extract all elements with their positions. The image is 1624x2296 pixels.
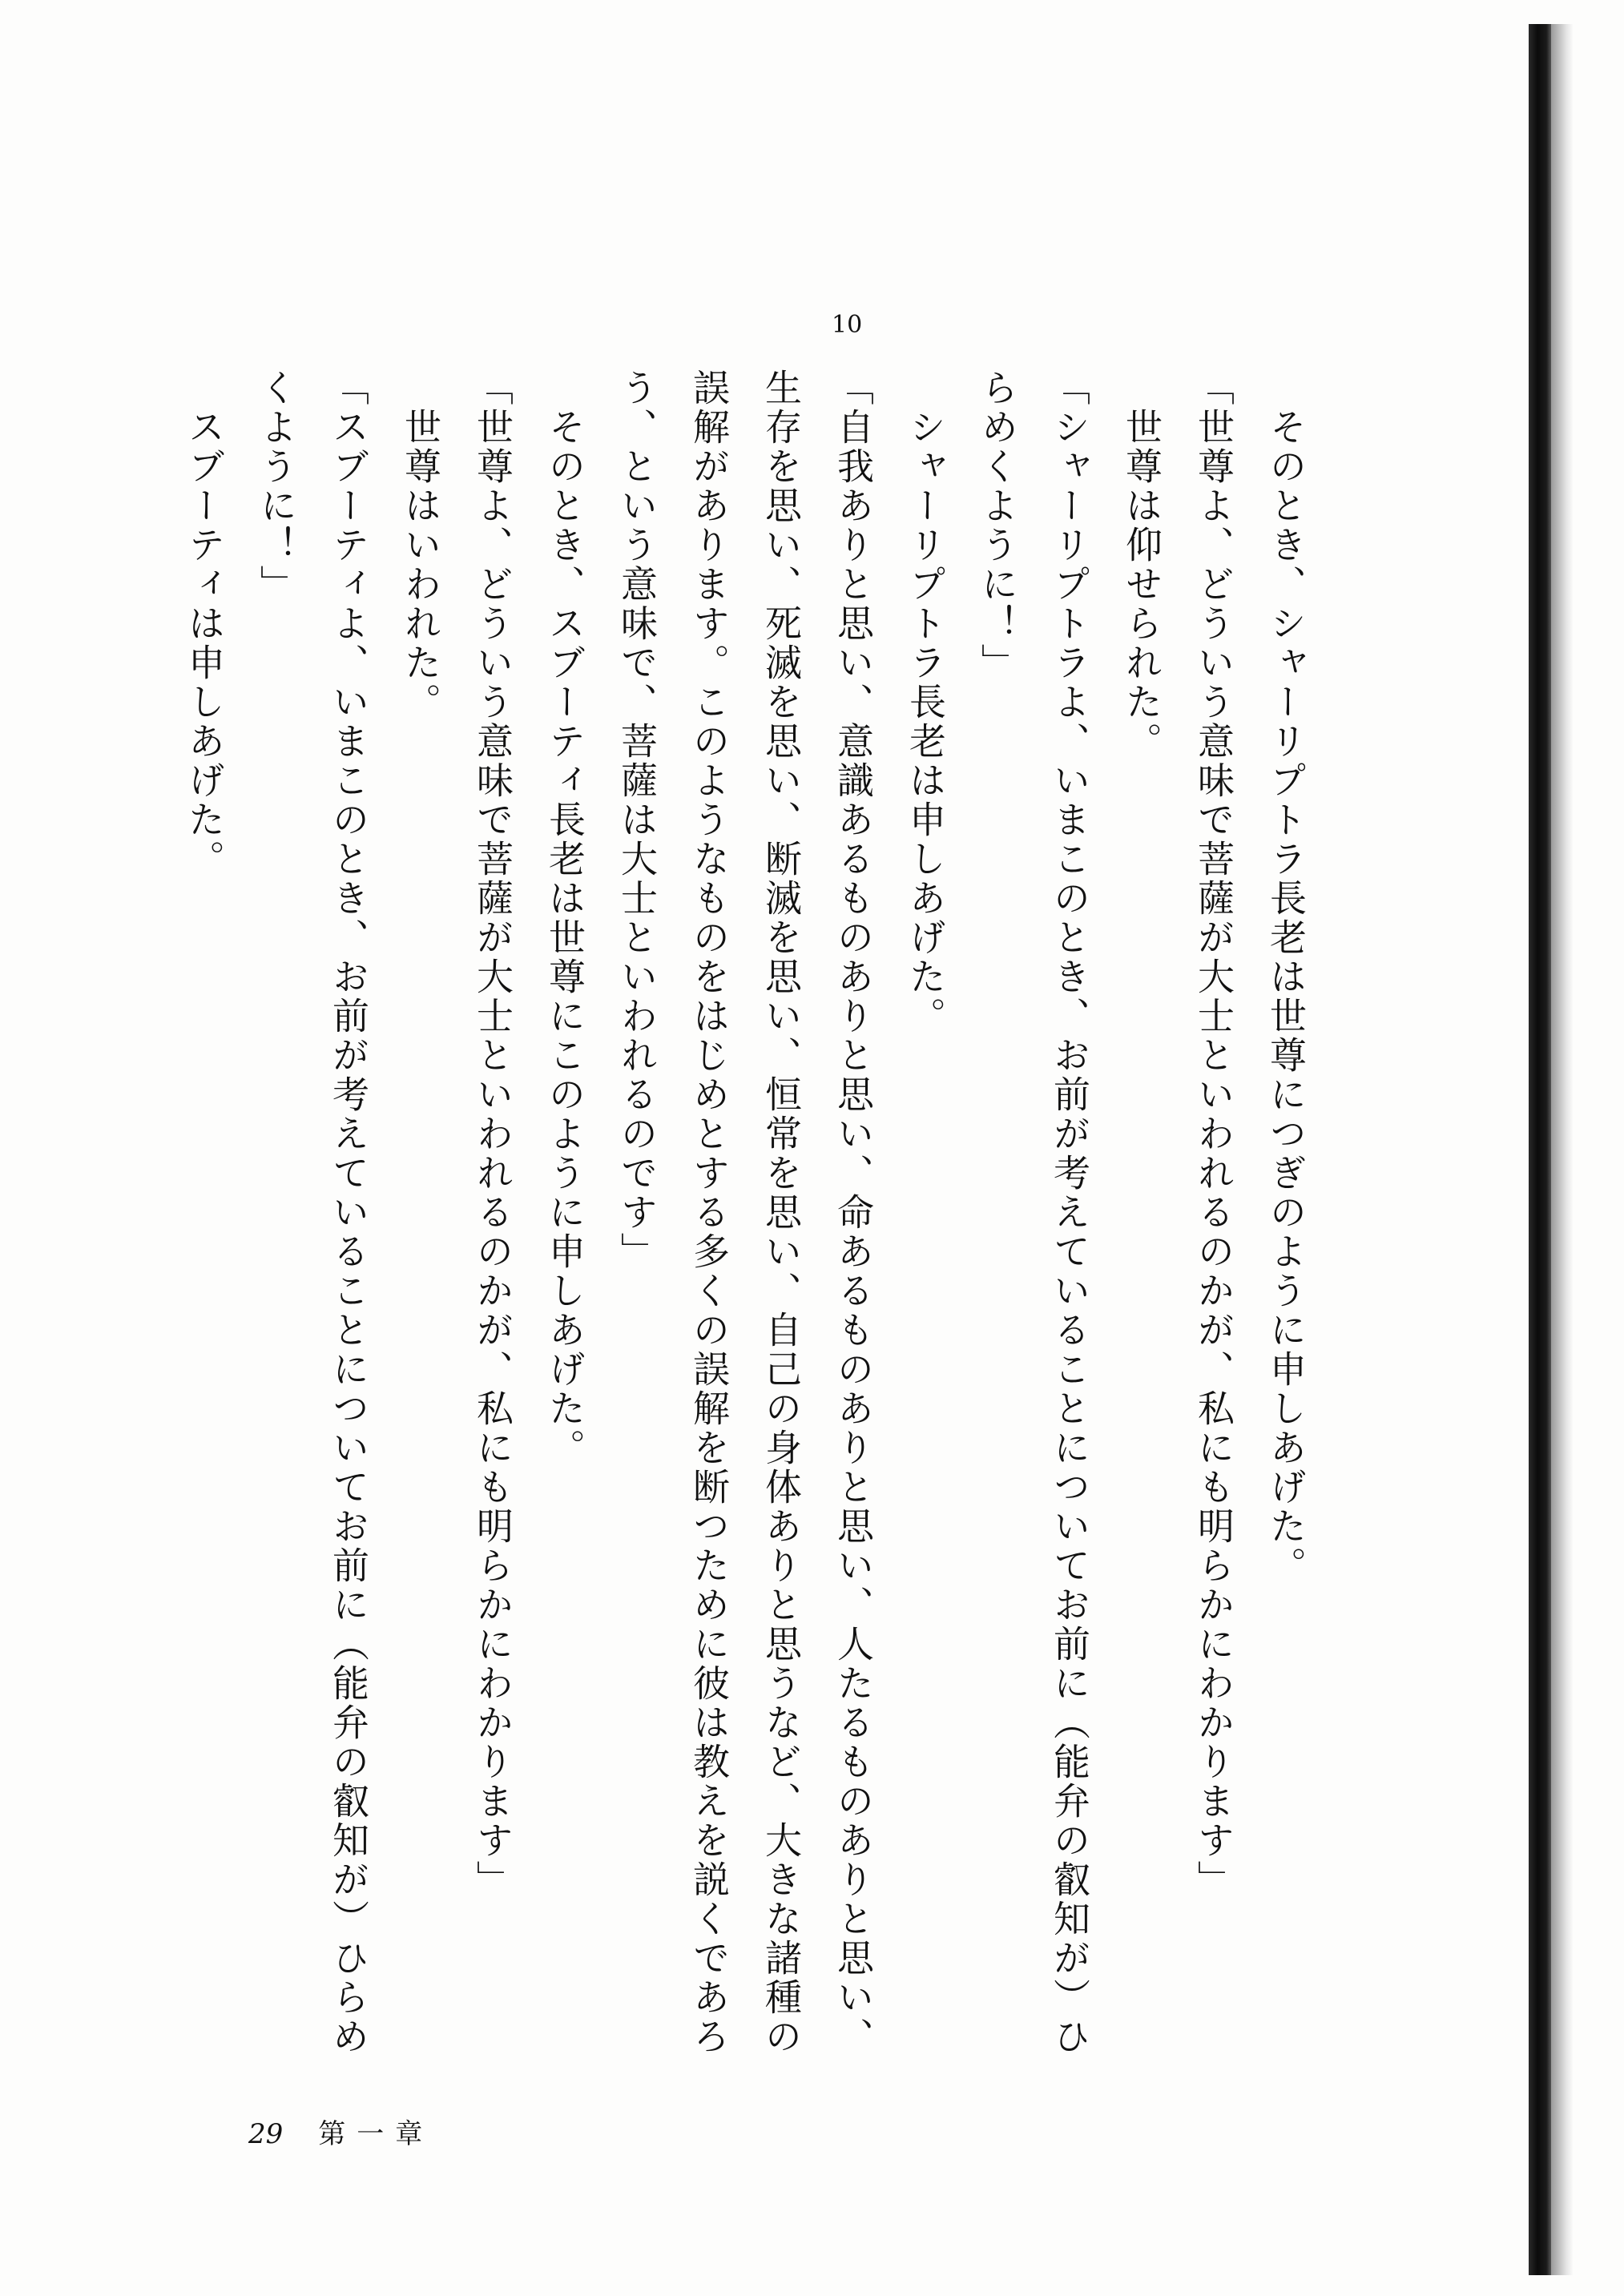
text-line: 世尊は仰せられた。 [1120, 369, 1163, 761]
text-line: そのとき、スブーティ長老は世尊にこのように申しあげた。 [543, 369, 586, 1468]
binding-shadow [1551, 24, 1574, 2275]
body-text [183, 369, 1322, 2056]
text-line: 誤解があります。このようなものをはじめとする多くの誤解を断つために彼は教えを説くであろ [687, 369, 731, 2056]
text-line: う、という意味で、菩薩は大士といわれるのです」 [615, 369, 659, 1271]
page-number: 29 [248, 2118, 284, 2150]
chapter-title: 第一章 [318, 2118, 434, 2150]
text-line: スブーティは申しあげた。 [183, 369, 226, 879]
binding-edge [1529, 24, 1551, 2275]
text-line: らめくように！」 [976, 369, 1019, 683]
text-line: 「世尊よ、どういう意味で菩薩が大士といわれるのかが、私にも明らかにわかります」 [1192, 369, 1235, 1899]
page-footer [248, 2112, 433, 2151]
text-line: そのとき、シャーリプトラ長老は世尊につぎのように申しあげた。 [1264, 369, 1308, 1585]
section-number: 10 [832, 311, 863, 339]
text-line: 「自我ありと思い、意識あるものありと思い、命あるものありと思い、人たるものありと思い、 [832, 369, 875, 2056]
text-line: 「スブーティよ、いまこのとき、お前が考えていることについてお前に（能弁の叡知が）ひらめ [327, 369, 370, 2056]
text-line: 「世尊よ、どういう意味で菩薩が大士といわれるのかが、私にも明らかにわかります」 [471, 369, 514, 1899]
text-line: 生存を思い、死滅を思い、断滅を思い、恒常を思い、自己の身体ありと思うなど、大きな諸種の [760, 369, 803, 2056]
text-line: 世尊はいわれた。 [399, 369, 442, 722]
text-line: シャーリプトラ長老は申しあげた。 [904, 369, 947, 1036]
text-line: 「シャーリプトラよ、いまこのとき、お前が考えていることについてお前に（能弁の叡知が）ひ [1048, 369, 1091, 2056]
text-line: くように！」 [255, 369, 298, 604]
